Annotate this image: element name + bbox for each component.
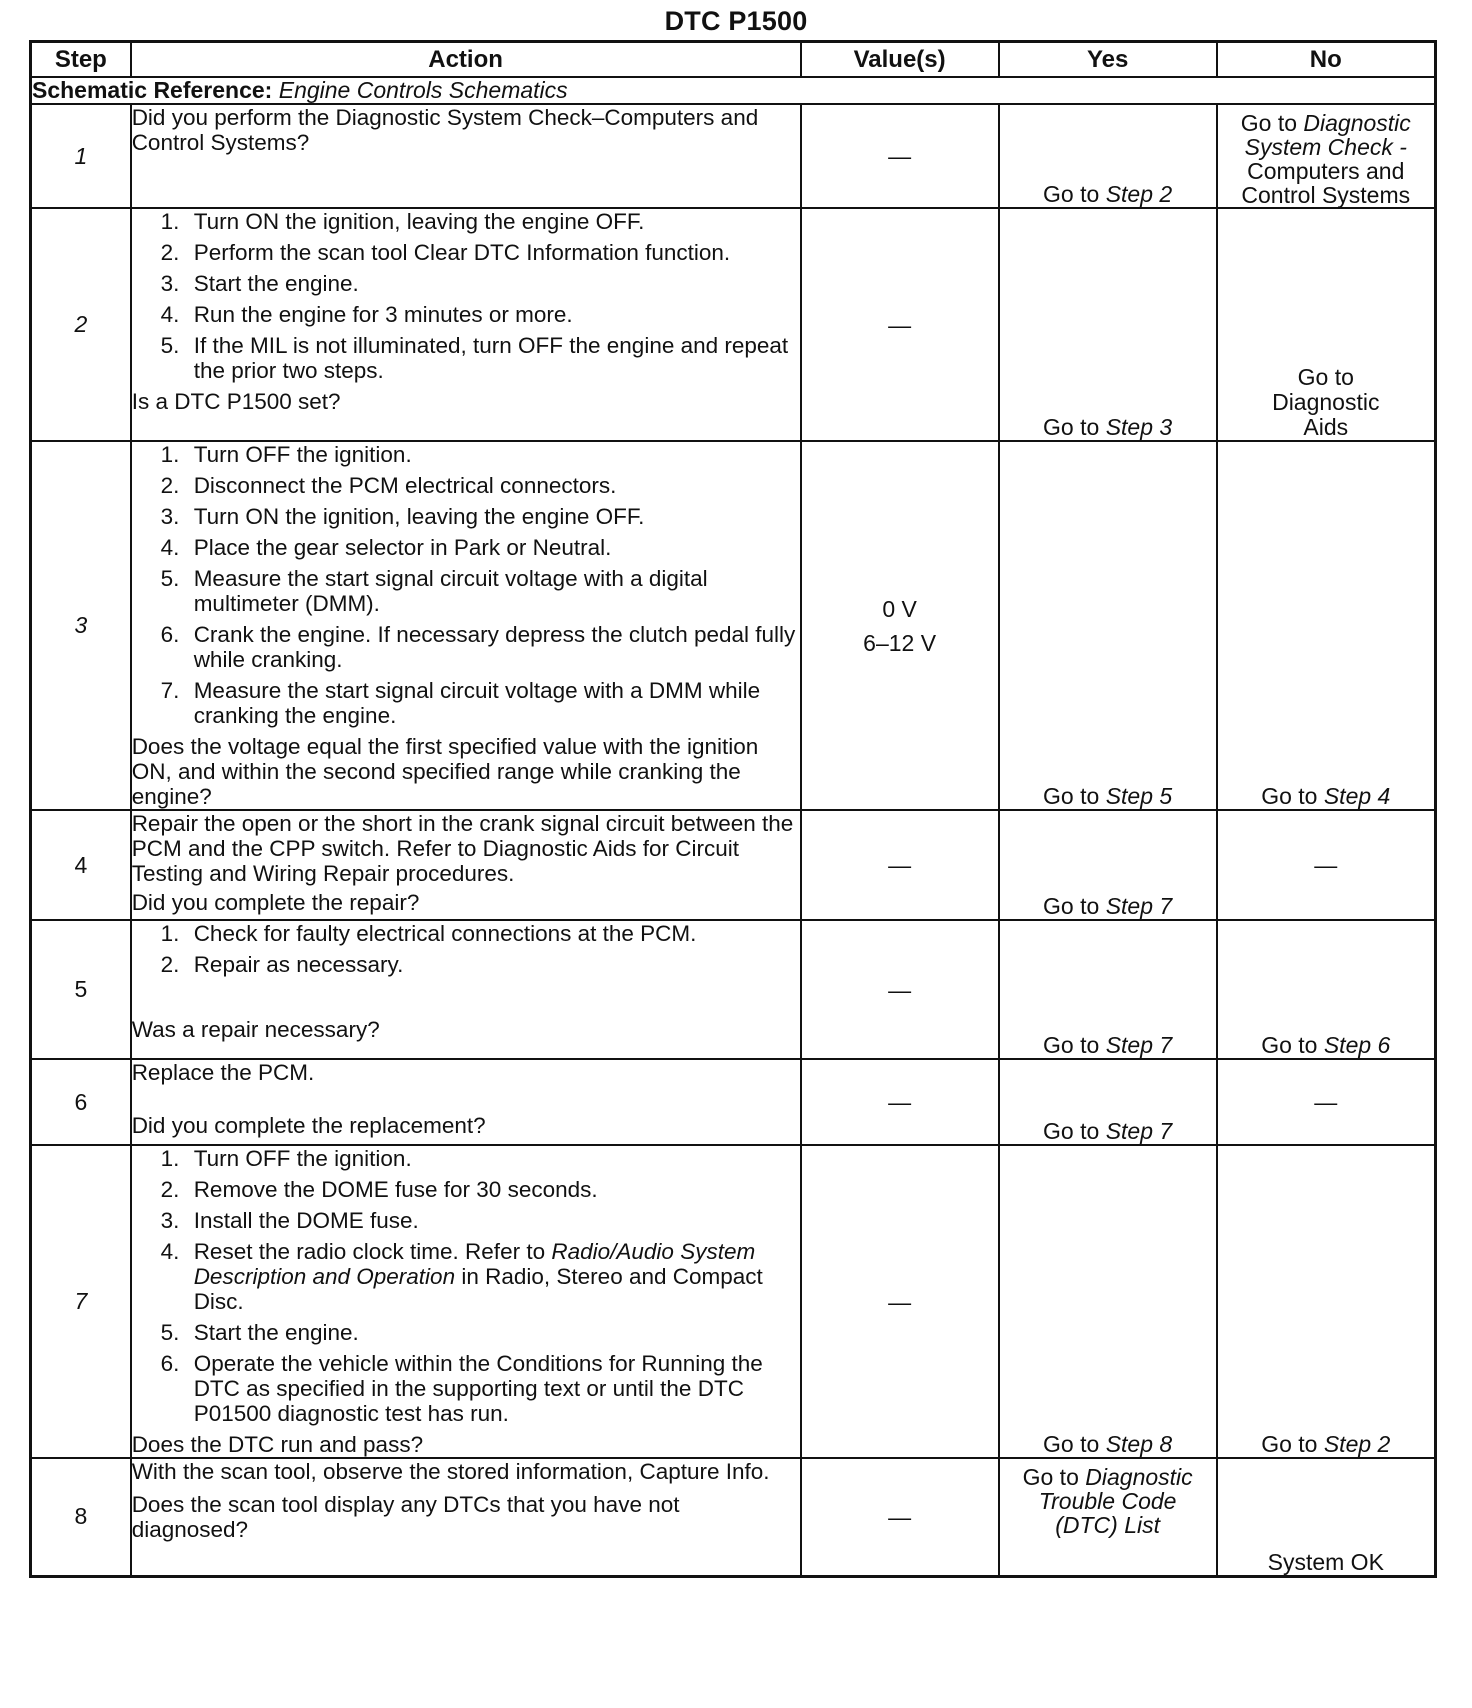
schematic-row <box>31 77 1436 104</box>
step-number: 7 <box>31 1145 131 1458</box>
action-text: With the scan tool, observe the stored information, Capture Info. <box>131 1459 770 1484</box>
yes-step-ref: Step 2 <box>1105 181 1173 207</box>
action-cell <box>131 104 801 208</box>
header-yes: Yes <box>999 42 1217 78</box>
action-steps <box>132 921 800 977</box>
action-steps <box>132 1146 800 1426</box>
action-cell <box>131 1059 801 1145</box>
action-steps <box>132 209 800 383</box>
table-row <box>31 810 1436 920</box>
action-step: 1. Turn OFF the ignition. <box>186 1146 800 1171</box>
action-cell <box>131 1145 801 1458</box>
yes-cell: Go to Step 3 <box>999 208 1217 441</box>
table-row <box>31 208 1436 441</box>
value-cell: — <box>801 1059 999 1145</box>
yes-cell: Go to Step 5 <box>999 441 1217 810</box>
action-question: Is a DTC P1500 set? <box>131 389 341 414</box>
action-cell <box>131 920 801 1059</box>
action-cell <box>131 208 801 441</box>
action-steps <box>132 442 800 728</box>
schematic-label: Schematic Reference: <box>32 77 273 103</box>
value-cell: — <box>801 920 999 1059</box>
step-number: 2 <box>31 208 131 441</box>
no-ref-tail: Computers and Control Systems <box>1241 158 1411 208</box>
no-cell: Go to Diagnostic System Check - Computers and Control Systems <box>1217 104 1436 208</box>
action-step: 2. Disconnect the PCM electrical connectors. <box>186 473 800 498</box>
no-cell: Go to Step 4 <box>1217 441 1436 810</box>
yes-step-ref: Step 7 <box>1105 1032 1173 1058</box>
no-ref: Diagnostic System Check - <box>1244 110 1411 160</box>
action-question: Does the scan tool display any DTCs that you have not diagnosed? <box>131 1492 680 1542</box>
action-step: 5. Measure the start signal circuit voltage with a digital multimeter (DMM). <box>186 566 800 616</box>
no-cell: — <box>1217 1059 1436 1145</box>
header-action: Action <box>131 42 801 78</box>
value-cell <box>801 441 999 810</box>
yes-step-ref: Step 8 <box>1105 1431 1173 1457</box>
action-question: Did you complete the replacement? <box>131 1113 486 1138</box>
no-step-ref: Step 6 <box>1323 1032 1391 1058</box>
action-question: Does the voltage equal the first specified value with the ignition ON, and within the second specified range while cranking the engine? <box>131 734 759 809</box>
header-values: Value(s) <box>801 42 999 78</box>
yes-step-ref: Step 3 <box>1105 414 1173 440</box>
dtc-table <box>29 40 1437 1578</box>
step-number: 5 <box>31 920 131 1059</box>
header-step: Step <box>31 42 131 78</box>
action-step: 3. Turn ON the ignition, leaving the engine OFF. <box>186 504 800 529</box>
yes-step-ref: Step 7 <box>1105 1118 1173 1144</box>
no-step-ref: Step 2 <box>1323 1431 1391 1457</box>
table-row <box>31 1059 1436 1145</box>
action-step: 4. Run the engine for 3 minutes or more. <box>186 302 800 327</box>
action-question: Was a repair necessary? <box>131 1017 380 1042</box>
action-text: Replace the PCM. <box>131 1060 315 1085</box>
step-number: 6 <box>31 1059 131 1145</box>
action-step: 2. Repair as necessary. <box>186 952 800 977</box>
action-step: 1. Check for faulty electrical connections at the PCM. <box>186 921 800 946</box>
action-cell <box>131 810 801 920</box>
table-row <box>31 104 1436 208</box>
no-cell: — <box>1217 810 1436 920</box>
value-cell: — <box>801 1458 999 1576</box>
action-question: Does the DTC run and pass? <box>131 1432 424 1457</box>
action-text: Repair the open or the short in the crank signal circuit between the PCM and the CPP switch. Refer to Diagnostic Aids for Circuit Testing and Wiring Repair procedures. <box>131 811 794 886</box>
no-step-ref: Step 4 <box>1323 783 1391 809</box>
yes-step-ref: Step 7 <box>1105 893 1173 919</box>
no-cell: Go to Diagnostic Aids <box>1217 208 1436 441</box>
yes-cell: Go to Diagnostic Trouble Code (DTC) List <box>999 1458 1217 1576</box>
step-number: 3 <box>31 441 131 810</box>
action-step: 6. Crank the engine. If necessary depress the clutch pedal fully while cranking. <box>186 622 800 672</box>
action-step: 1. Turn ON the ignition, leaving the engine OFF. <box>186 209 800 234</box>
no-cell: System OK <box>1217 1458 1436 1576</box>
value-cell: — <box>801 810 999 920</box>
action-question: Did you complete the repair? <box>131 890 420 915</box>
page-title: DTC P1500 <box>664 6 808 36</box>
schematic-ref: Engine Controls Schematics <box>278 77 568 103</box>
table-row <box>31 1458 1436 1576</box>
yes-cell: Go to Step 7 <box>999 1059 1217 1145</box>
step-number: 8 <box>31 1458 131 1576</box>
no-cell: Go to Step 2 <box>1217 1145 1436 1458</box>
yes-step-ref: Step 5 <box>1105 783 1173 809</box>
action-step: 4. Reset the radio clock time. Refer to Radio/Audio System Description and Operation in Radio, Stereo and Compact Disc. <box>186 1239 800 1314</box>
value-cell: — <box>801 1145 999 1458</box>
action-step: 7. Measure the start signal circuit voltage with a DMM while cranking the engine. <box>186 678 800 728</box>
value-cell: — <box>801 208 999 441</box>
action-text: Did you perform the Diagnostic System Check–Computers and Control Systems? <box>131 105 759 155</box>
value-cell: — <box>801 104 999 208</box>
yes-cell: Go to Step 2 <box>999 104 1217 208</box>
yes-cell: Go to Step 8 <box>999 1145 1217 1458</box>
action-cell <box>131 441 801 810</box>
header-no: No <box>1217 42 1436 78</box>
table-row <box>31 1145 1436 1458</box>
action-step-ref: Radio/Audio System Description and Operation <box>193 1239 756 1289</box>
action-step: 3. Install the DOME fuse. <box>186 1208 800 1233</box>
action-step: 5. If the MIL is not illuminated, turn OFF the engine and repeat the prior two steps. <box>186 333 800 383</box>
header-row <box>31 42 1436 78</box>
action-step: 2. Remove the DOME fuse for 30 seconds. <box>186 1177 800 1202</box>
action-cell <box>131 1458 801 1576</box>
schematic-reference <box>31 77 1436 104</box>
yes-cell: Go to Step 7 <box>999 920 1217 1059</box>
step-number: 1 <box>31 104 131 208</box>
step-number: 4 <box>31 810 131 920</box>
action-step: 1. Turn OFF the ignition. <box>186 442 800 467</box>
no-cell: Go to Step 6 <box>1217 920 1436 1059</box>
yes-ref: Diagnostic Trouble Code (DTC) List <box>1038 1464 1193 1538</box>
yes-cell: Go to Step 7 <box>999 810 1217 920</box>
action-step: 4. Place the gear selector in Park or Neutral. <box>186 535 800 560</box>
action-step: 6. Operate the vehicle within the Conditions for Running the DTC as specified in the supporting text or until the DTC P01500 diagnostic test has run. <box>186 1351 800 1426</box>
action-step: 3. Start the engine. <box>186 271 800 296</box>
action-step: 5. Start the engine. <box>186 1320 800 1345</box>
table-row <box>31 920 1436 1059</box>
action-step: 2. Perform the scan tool Clear DTC Information function. <box>186 240 800 265</box>
value-2: 6–12 V <box>863 629 937 656</box>
table-row <box>31 441 1436 810</box>
value-1: 0 V <box>882 595 917 622</box>
